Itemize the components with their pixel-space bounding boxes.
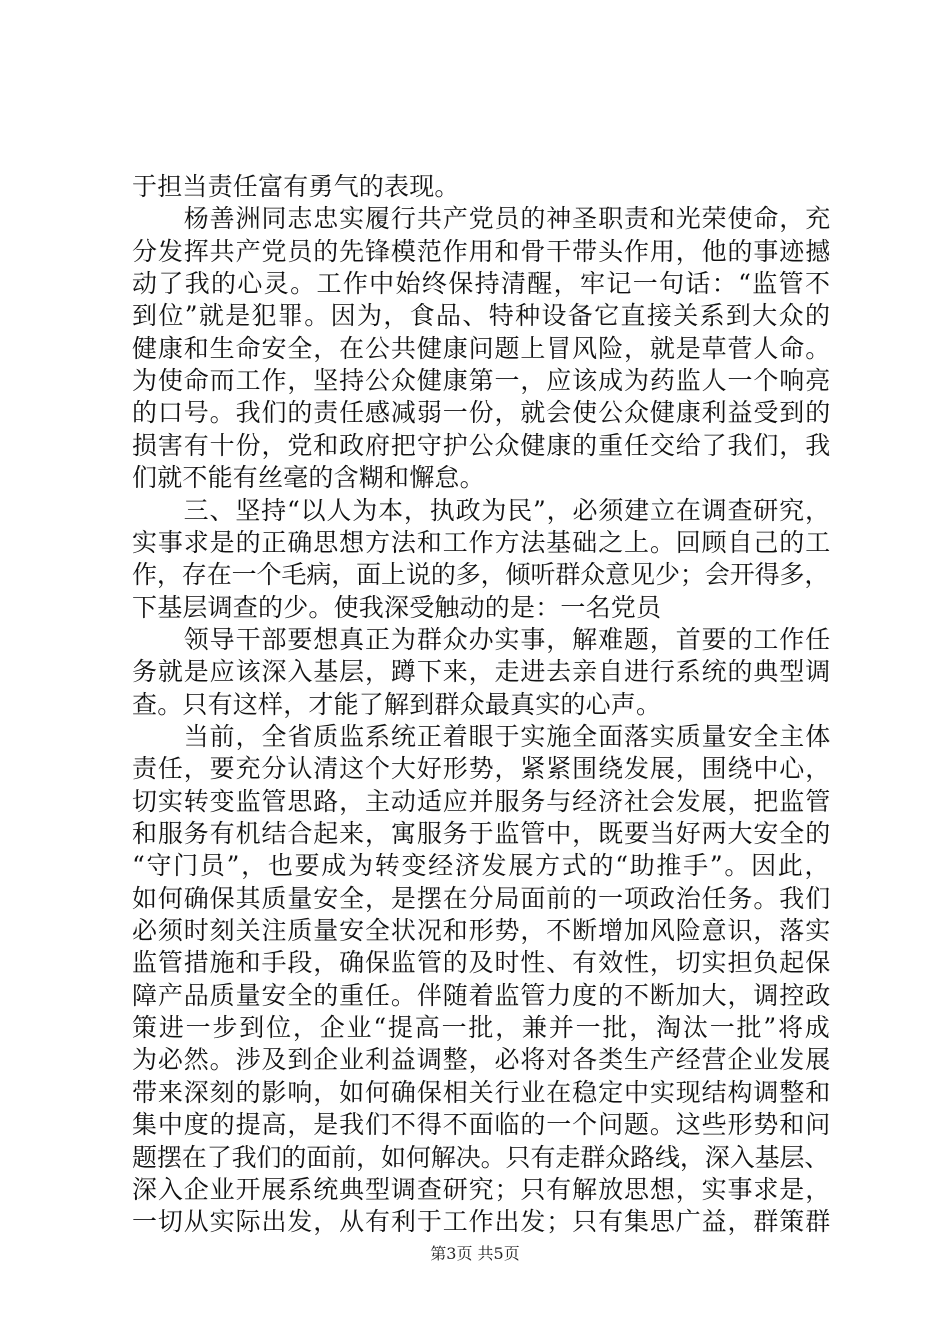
text-line: 监管措施和手段，确保监管的及时性、有效性，切实担负起保 <box>132 948 832 978</box>
text-line: 作，存在一个毛病，面上说的多，倾听群众意见少；会开得多， <box>132 560 830 590</box>
page-footer: 第3页 共5页 <box>430 1244 520 1263</box>
text-line: 于担当责任富有勇气的表现。 <box>132 172 460 201</box>
text-line: 切实转变监管思路，主动适应并服务与经济社会发展，把监管 <box>132 786 832 816</box>
text-line: 分发挥共产党员的先锋模范作用和骨干带头作用，他的事迹撼 <box>132 236 832 266</box>
text-line: 杨善洲同志忠实履行共产党员的神圣职责和光荣使命，充 <box>132 204 832 234</box>
text-line: 到位”就是犯罪。因为，食品、特种设备它直接关系到大众的 <box>132 301 832 331</box>
text-line: 策进一步到位，企业“提高一批，兼并一批，淘汰一批”将成 <box>132 1013 832 1043</box>
text-line: 实事求是的正确思想方法和工作方法基础之上。回顾自己的工 <box>132 527 832 557</box>
text-line: 当前，全省质监系统正着眼于实施全面落实质量安全主体 <box>132 721 832 751</box>
text-line: “守门员”，也要成为转变经济发展方式的“助推手”。因此， <box>132 851 832 881</box>
text-line: 下基层调查的少。使我深受触动的是：一名党员 <box>132 592 662 622</box>
text-line: 深入企业开展系统典型调查研究；只有解放思想，实事求是， <box>132 1174 832 1204</box>
text-line: 损害有十份，党和政府把守护公众健康的重任交给了我们，我 <box>132 430 832 460</box>
text-line: 务就是应该深入基层，蹲下来，走进去亲自进行系统的典型调 <box>132 657 832 687</box>
text-line: 的口号。我们的责任感减弱一份，就会使公众健康利益受到的 <box>132 398 832 428</box>
text-line: 带来深刻的影响，如何确保相关行业在稳定中实现结构调整和 <box>132 1077 832 1107</box>
text-line: 和服务有机结合起来，寓服务于监管中，既要当好两大安全的 <box>132 819 832 848</box>
text-line: 一切从实际出发，从有利于工作出发；只有集思广益，群策群 <box>132 1207 832 1237</box>
text-line: 为必然。涉及到企业利益调整，必将对各类生产经营企业发展 <box>132 1045 832 1075</box>
text-line: 必须时刻关注质量安全状况和形势，不断增加风险意识，落实 <box>132 916 832 946</box>
text-line: 健康和生命安全，在公共健康问题上冒风险，就是草菅人命。 <box>132 333 832 363</box>
text-line: 责任，要充分认清这个大好形势，紧紧围绕发展，围绕中心， <box>132 754 832 784</box>
text-line: 领导干部要想真正为群众办实事，解难题，首要的工作任 <box>132 624 832 654</box>
text-line: 题摆在了我们的面前，如何解决。只有走群众路线，深入基层、 <box>132 1142 830 1172</box>
text-line: 查。只有这样，才能了解到群众最真实的心声。 <box>132 689 662 719</box>
text-line: 集中度的提高，是我们不得不面临的一个问题。这些形势和问 <box>132 1110 832 1140</box>
text-line: 们就不能有丝毫的含糊和懈怠。 <box>132 463 485 493</box>
text-line: 如何确保其质量安全，是摆在分局面前的一项政治任务。我们 <box>132 883 832 913</box>
text-line: 为使命而工作，坚持公众健康第一，应该成为药监人一个响亮 <box>132 366 832 396</box>
text-line: 障产品质量安全的重任。伴随着监管力度的不断加大，调控政 <box>132 980 832 1010</box>
text-line: 三、坚持“以人为本，执政为民”，必须建立在调查研究， <box>132 495 831 525</box>
text-line: 动了我的心灵。工作中始终保持清醒，牢记一句话：“监管不 <box>132 269 832 299</box>
